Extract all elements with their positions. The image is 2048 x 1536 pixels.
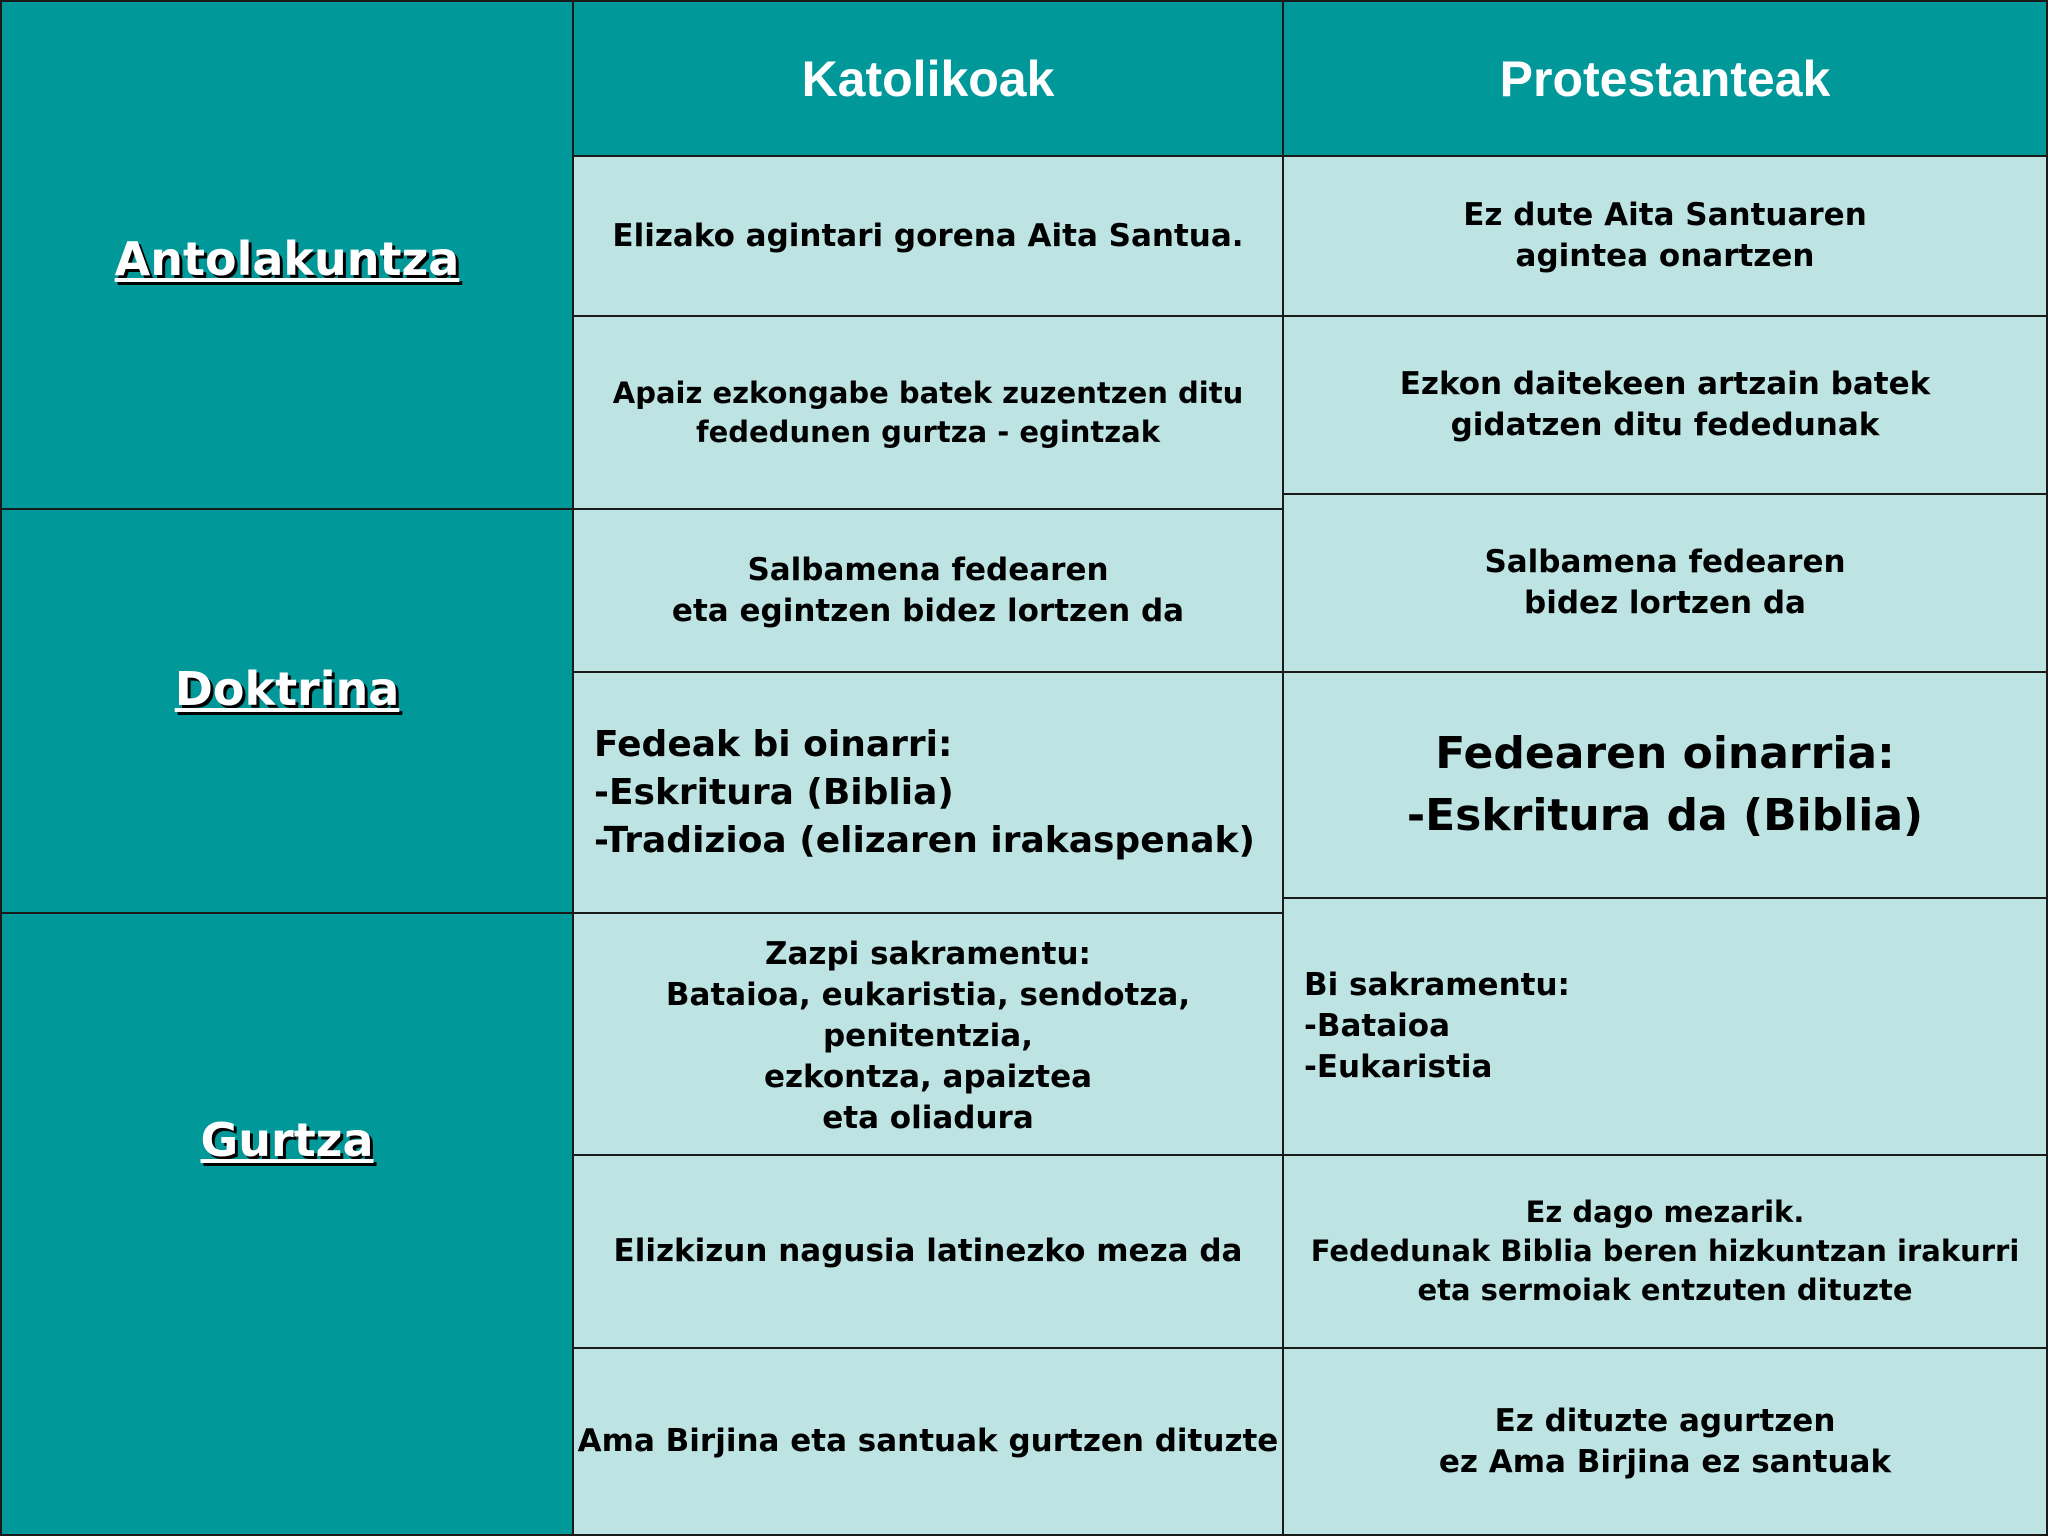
- catholic-cell-sacraments: Zazpi sakramentu: Bataioa, eukaristia, sendotza, penitentzia, ezkontza, apaiztea eta oliadura: [572, 912, 1284, 1156]
- row-header-organization-cell: [0, 0, 574, 510]
- catholic-cell-authority: Elizako agintari gorena Aita Santua.: [572, 155, 1284, 317]
- row-header-organization: Antolakuntza: [114, 232, 460, 286]
- protestant-cell-salvation: Salbamena fedearen bidez lortzen da: [1282, 493, 2048, 673]
- catholic-cell-clergy: Apaiz ezkongabe batek zuzentzen ditu fededunen gurtza - egintzak: [572, 315, 1284, 510]
- column-header-protestants: Protestanteak: [1282, 0, 2048, 157]
- protestant-cell-authority: Ez dute Aita Santuaren agintea onartzen: [1282, 155, 2048, 317]
- row-header-doctrine: Doktrina: [174, 662, 400, 716]
- row-header-doctrine-cell: [0, 508, 574, 914]
- protestant-cell-service: Ez dago mezarik. Fededunak Biblia beren hizkuntzan irakurri eta sermoiak entzuten dituzte: [1282, 1154, 2048, 1349]
- catholic-cell-faith-foundations: Fedeak bi oinarri: -Eskritura (Biblia) -Tradizioa (elizaren irakaspenak): [572, 671, 1284, 914]
- protestant-cell-veneration: Ez dituzte agurtzen ez Ama Birjina ez santuak: [1282, 1347, 2048, 1536]
- protestant-cell-faith-foundation: Fedearen oinarria: -Eskritura da (Biblia): [1282, 671, 2048, 899]
- column-header-catholics: Katolikoak: [572, 0, 1284, 157]
- protestant-cell-clergy: Ezkon daitekeen artzain batek gidatzen ditu fededunak: [1282, 315, 2048, 495]
- catholic-cell-salvation: Salbamena fedearen eta egintzen bidez lortzen da: [572, 508, 1284, 673]
- row-header-worship-cell: [0, 912, 574, 1536]
- protestant-cell-sacraments: [1282, 897, 2048, 1156]
- catholic-cell-mass: Elizkizun nagusia latinezko meza da: [572, 1154, 1284, 1349]
- catholic-cell-veneration: Ama Birjina eta santuak gurtzen dituzte: [572, 1347, 1284, 1536]
- row-header-worship: Gurtza: [200, 1113, 374, 1167]
- protestant-sacraments-text: Bi sakramentu: -Bataioa -Eukaristia: [1304, 967, 1570, 1085]
